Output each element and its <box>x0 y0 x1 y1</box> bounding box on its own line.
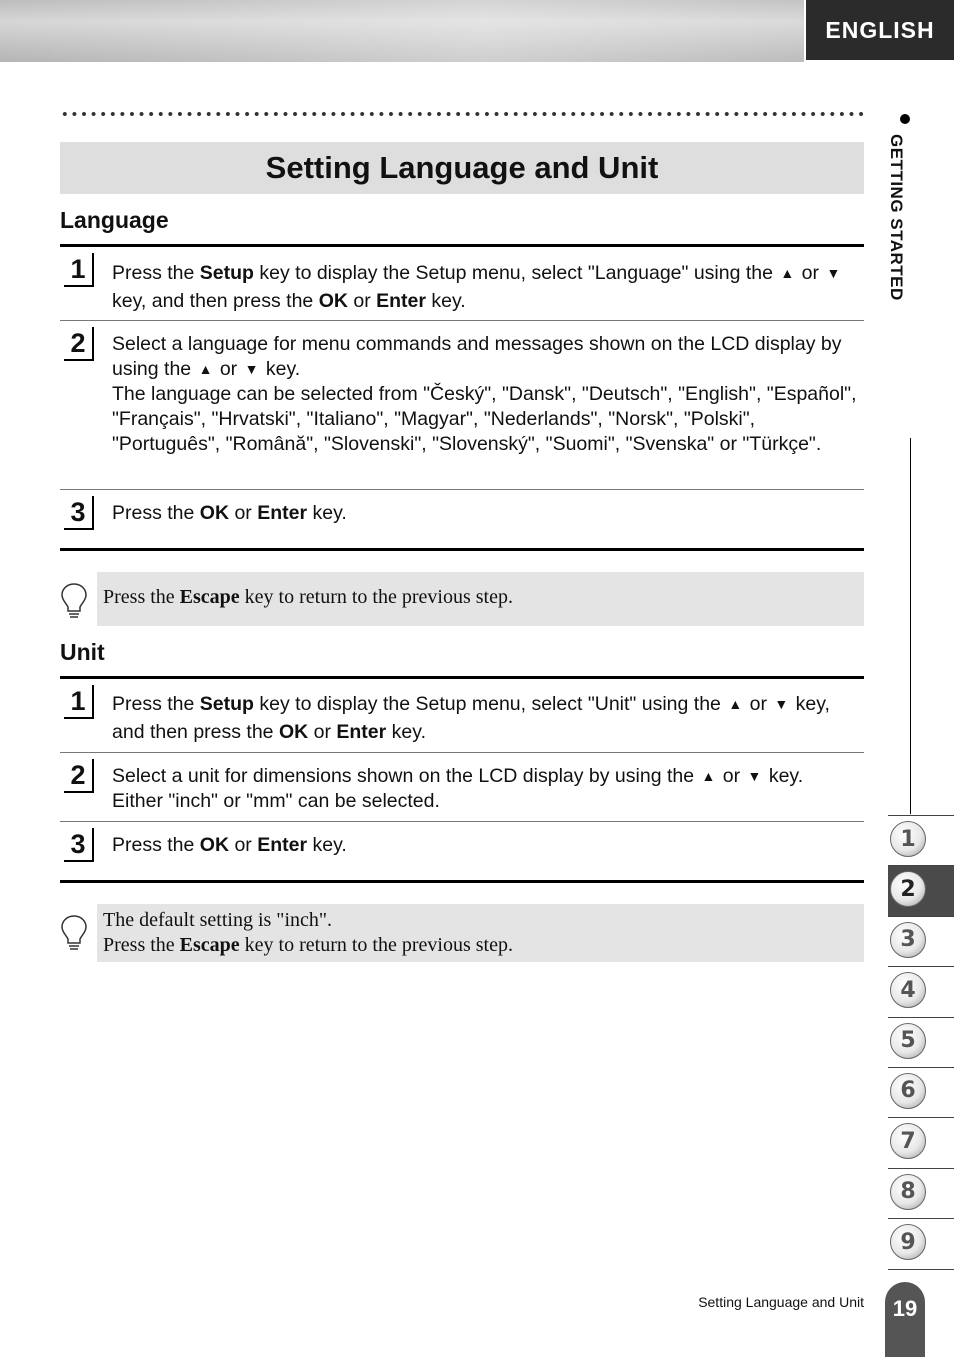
chapter-tab[interactable]: 6 <box>888 1067 954 1117</box>
language-tab: ENGLISH <box>806 0 954 60</box>
language-steps <box>60 244 864 551</box>
lightbulb-icon <box>60 913 88 953</box>
step-number: 2 <box>64 759 94 793</box>
side-rule <box>910 438 911 814</box>
step-row <box>60 320 864 489</box>
step-text: Press the Setup key to display the Setup menu, select "Language" using the ▲ or ▼ key, and then press the OK or Enter key. <box>112 262 841 312</box>
up-arrow-icon: ▲ <box>198 361 213 377</box>
tip-note: Press the Escape key to return to the previous step. <box>97 572 864 626</box>
chapter-tabs <box>888 815 954 1270</box>
step-number: 2 <box>64 327 94 361</box>
step-text: Press the OK or Enter key. <box>112 834 347 856</box>
down-arrow-icon: ▼ <box>826 265 841 281</box>
chapter-tab-active[interactable]: 2 <box>888 865 954 915</box>
step-number: 1 <box>64 253 94 287</box>
down-arrow-icon: ▼ <box>244 361 259 377</box>
up-arrow-icon: ▲ <box>780 265 795 281</box>
chapter-tab[interactable]: 8 <box>888 1168 954 1218</box>
step-row <box>60 752 864 821</box>
down-arrow-icon: ▼ <box>747 768 762 784</box>
up-arrow-icon: ▲ <box>701 768 716 784</box>
chapter-tab[interactable]: 9 <box>888 1218 954 1269</box>
unit-steps <box>60 676 864 883</box>
step-number: 3 <box>64 828 94 862</box>
chapter-tab[interactable]: 7 <box>888 1117 954 1167</box>
up-arrow-icon: ▲ <box>728 696 743 712</box>
footer-section-title: Setting Language and Unit <box>698 1294 864 1310</box>
step-text: Select a language for menu commands and messages shown on the LCD display by using the ▲ or ▼ key. The language can be selected from "Český", "Dansk", "Deutsch", "English", "Español", "Français", "Hrvatski", "Italiano", "Magyar", "Nederlands", "Norsk", "Polski", "Português", "Română", "Slovenski", "Slovenský", "Suomi", "Svenska" or "Türkçe". <box>112 333 857 455</box>
lightbulb-icon <box>60 581 88 621</box>
down-arrow-icon: ▼ <box>774 696 789 712</box>
dotted-divider <box>60 110 866 118</box>
step-row <box>60 489 864 548</box>
step-number: 1 <box>64 685 94 719</box>
step-row <box>60 821 864 880</box>
bullet-icon <box>899 113 911 125</box>
language-heading: Language <box>60 207 169 233</box>
step-number: 3 <box>64 496 94 530</box>
step-row <box>60 679 864 752</box>
step-text: Press the OK or Enter key. <box>112 502 347 524</box>
header-band <box>0 0 804 62</box>
step-text: Select a unit for dimensions shown on the LCD display by using the ▲ or ▼ key. Either "inch" or "mm" can be selected. <box>112 765 804 812</box>
chapter-tab[interactable]: 5 <box>888 1017 954 1067</box>
chapter-tab[interactable]: 3 <box>888 916 954 966</box>
page-title: Setting Language and Unit <box>60 142 864 194</box>
tip-note: The default setting is "inch". Press the Escape key to return to the previous step. <box>97 904 864 962</box>
step-row <box>60 247 864 320</box>
step-text: Press the Setup key to display the Setup menu, select "Unit" using the ▲ or ▼ key, and then press the OK or Enter key. <box>112 693 830 743</box>
unit-heading: Unit <box>60 639 105 665</box>
chapter-tab[interactable]: 4 <box>888 966 954 1016</box>
page-number: 19 <box>885 1282 925 1357</box>
section-label: GETTING STARTED <box>887 134 906 301</box>
chapter-tab[interactable]: 1 <box>888 815 954 865</box>
